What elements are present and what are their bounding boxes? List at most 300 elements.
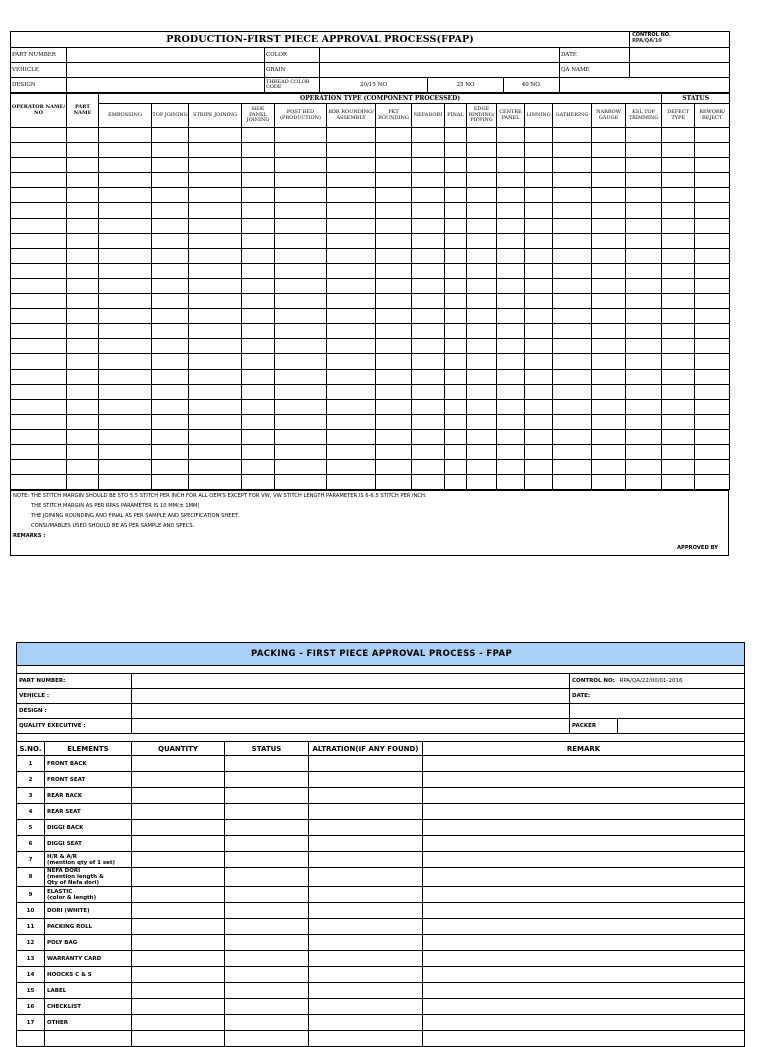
packing-status-cell[interactable] [225, 868, 309, 887]
packing-packer-field[interactable] [618, 719, 745, 734]
production-cell[interactable] [662, 188, 695, 203]
production-cell[interactable] [467, 339, 497, 354]
production-cell[interactable] [152, 203, 189, 218]
production-cell[interactable] [662, 173, 695, 188]
production-cell[interactable] [275, 414, 327, 429]
production-cell[interactable] [592, 203, 626, 218]
production-cell[interactable] [445, 399, 467, 414]
production-cell[interactable] [152, 188, 189, 203]
production-cell[interactable] [626, 475, 662, 490]
production-cell[interactable] [525, 188, 553, 203]
packing-alteration-cell[interactable] [309, 836, 423, 852]
production-cell[interactable] [242, 384, 275, 399]
production-cell[interactable] [152, 294, 189, 309]
production-cell[interactable] [99, 173, 152, 188]
production-cell[interactable] [467, 248, 497, 263]
packing-alteration-cell[interactable] [309, 999, 423, 1015]
production-cell[interactable] [592, 324, 626, 339]
grain-field[interactable] [320, 63, 560, 78]
production-cell[interactable] [99, 128, 152, 143]
production-cell[interactable] [553, 414, 592, 429]
production-cell[interactable] [626, 444, 662, 459]
production-cell[interactable] [99, 399, 152, 414]
production-cell[interactable] [497, 475, 525, 490]
production-cell[interactable] [497, 309, 525, 324]
production-cell[interactable] [99, 248, 152, 263]
production-cell[interactable] [11, 354, 67, 369]
packing-status-cell[interactable] [225, 999, 309, 1015]
production-cell[interactable] [275, 218, 327, 233]
production-cell[interactable] [525, 173, 553, 188]
production-cell[interactable] [327, 218, 376, 233]
production-cell[interactable] [497, 278, 525, 293]
production-cell[interactable] [497, 158, 525, 173]
production-cell[interactable] [662, 429, 695, 444]
production-cell[interactable] [695, 248, 730, 263]
date-field[interactable] [630, 48, 730, 63]
production-cell[interactable] [467, 173, 497, 188]
thread-option-1[interactable]: 20/15 NO [320, 78, 428, 93]
production-cell[interactable] [67, 369, 99, 384]
production-cell[interactable] [327, 233, 376, 248]
vehicle-field[interactable] [67, 63, 265, 78]
production-cell[interactable] [11, 324, 67, 339]
production-cell[interactable] [445, 173, 467, 188]
production-cell[interactable] [67, 248, 99, 263]
production-cell[interactable] [242, 158, 275, 173]
packing-alteration-cell[interactable] [309, 967, 423, 983]
production-cell[interactable] [695, 128, 730, 143]
packing-status-cell[interactable] [225, 852, 309, 868]
production-cell[interactable] [592, 414, 626, 429]
production-cell[interactable] [242, 248, 275, 263]
production-cell[interactable] [99, 294, 152, 309]
production-cell[interactable] [412, 143, 445, 158]
thread-option-2[interactable]: 25 NO [428, 78, 504, 93]
production-cell[interactable] [592, 278, 626, 293]
production-cell[interactable] [467, 218, 497, 233]
production-cell[interactable] [662, 158, 695, 173]
production-cell[interactable] [525, 399, 553, 414]
production-cell[interactable] [152, 339, 189, 354]
production-cell[interactable] [275, 263, 327, 278]
packing-status-cell[interactable] [225, 887, 309, 903]
packing-quantity-cell[interactable] [132, 852, 225, 868]
production-cell[interactable] [662, 248, 695, 263]
packing-part-number-field[interactable] [132, 674, 570, 689]
production-cell[interactable] [662, 278, 695, 293]
production-cell[interactable] [152, 354, 189, 369]
packing-alteration-cell[interactable] [309, 1015, 423, 1031]
packing-remark-cell[interactable] [423, 804, 745, 820]
production-cell[interactable] [11, 188, 67, 203]
production-cell[interactable] [662, 128, 695, 143]
production-cell[interactable] [626, 173, 662, 188]
production-cell[interactable] [327, 294, 376, 309]
production-cell[interactable] [695, 188, 730, 203]
production-cell[interactable] [152, 429, 189, 444]
production-cell[interactable] [497, 248, 525, 263]
production-cell[interactable] [327, 128, 376, 143]
packing-remark-cell[interactable] [423, 919, 745, 935]
production-cell[interactable] [275, 248, 327, 263]
production-cell[interactable] [412, 339, 445, 354]
production-cell[interactable] [525, 324, 553, 339]
production-cell[interactable] [445, 278, 467, 293]
production-cell[interactable] [242, 263, 275, 278]
production-cell[interactable] [592, 263, 626, 278]
production-cell[interactable] [626, 203, 662, 218]
packing-status-cell[interactable] [225, 967, 309, 983]
production-cell[interactable] [376, 128, 412, 143]
production-cell[interactable] [553, 248, 592, 263]
production-cell[interactable] [525, 444, 553, 459]
production-cell[interactable] [189, 218, 242, 233]
production-cell[interactable] [626, 218, 662, 233]
production-cell[interactable] [695, 143, 730, 158]
production-cell[interactable] [497, 263, 525, 278]
production-cell[interactable] [275, 309, 327, 324]
production-cell[interactable] [662, 399, 695, 414]
production-cell[interactable] [626, 339, 662, 354]
production-cell[interactable] [553, 143, 592, 158]
production-cell[interactable] [242, 354, 275, 369]
production-cell[interactable] [445, 309, 467, 324]
production-cell[interactable] [497, 294, 525, 309]
production-cell[interactable] [592, 444, 626, 459]
production-cell[interactable] [327, 399, 376, 414]
production-cell[interactable] [445, 128, 467, 143]
packing-remark-cell[interactable] [423, 967, 745, 983]
production-cell[interactable] [242, 278, 275, 293]
production-cell[interactable] [67, 444, 99, 459]
packing-remark-cell[interactable] [423, 999, 745, 1015]
production-cell[interactable] [67, 309, 99, 324]
production-cell[interactable] [242, 294, 275, 309]
production-cell[interactable] [99, 143, 152, 158]
production-cell[interactable] [99, 233, 152, 248]
production-cell[interactable] [189, 173, 242, 188]
production-cell[interactable] [275, 475, 327, 490]
production-cell[interactable] [662, 143, 695, 158]
production-cell[interactable] [327, 354, 376, 369]
production-cell[interactable] [67, 460, 99, 475]
production-cell[interactable] [327, 429, 376, 444]
production-cell[interactable] [412, 128, 445, 143]
production-cell[interactable] [662, 263, 695, 278]
production-cell[interactable] [327, 188, 376, 203]
production-cell[interactable] [626, 233, 662, 248]
packing-remark-cell[interactable] [423, 903, 745, 919]
production-cell[interactable] [376, 188, 412, 203]
production-cell[interactable] [152, 218, 189, 233]
production-cell[interactable] [695, 278, 730, 293]
production-cell[interactable] [11, 309, 67, 324]
production-cell[interactable] [67, 278, 99, 293]
production-cell[interactable] [99, 309, 152, 324]
production-cell[interactable] [445, 324, 467, 339]
production-cell[interactable] [11, 399, 67, 414]
production-cell[interactable] [553, 339, 592, 354]
production-cell[interactable] [67, 173, 99, 188]
production-cell[interactable] [412, 369, 445, 384]
production-cell[interactable] [445, 354, 467, 369]
production-cell[interactable] [189, 278, 242, 293]
production-cell[interactable] [412, 263, 445, 278]
production-cell[interactable] [553, 354, 592, 369]
production-cell[interactable] [11, 143, 67, 158]
production-cell[interactable] [376, 263, 412, 278]
production-cell[interactable] [242, 309, 275, 324]
production-cell[interactable] [189, 444, 242, 459]
production-cell[interactable] [445, 444, 467, 459]
production-cell[interactable] [412, 354, 445, 369]
production-cell[interactable] [695, 233, 730, 248]
production-cell[interactable] [525, 263, 553, 278]
production-cell[interactable] [497, 384, 525, 399]
packing-quantity-cell[interactable] [132, 935, 225, 951]
production-cell[interactable] [662, 294, 695, 309]
packing-status-cell[interactable] [225, 836, 309, 852]
packing-remark-cell[interactable] [423, 887, 745, 903]
production-cell[interactable] [189, 475, 242, 490]
production-cell[interactable] [189, 143, 242, 158]
production-cell[interactable] [467, 399, 497, 414]
packing-alteration-cell[interactable] [309, 756, 423, 772]
production-cell[interactable] [553, 475, 592, 490]
production-cell[interactable] [376, 173, 412, 188]
production-cell[interactable] [497, 203, 525, 218]
production-cell[interactable] [275, 339, 327, 354]
production-cell[interactable] [592, 475, 626, 490]
production-cell[interactable] [626, 158, 662, 173]
production-cell[interactable] [412, 248, 445, 263]
production-cell[interactable] [445, 384, 467, 399]
production-cell[interactable] [327, 173, 376, 188]
production-cell[interactable] [376, 158, 412, 173]
production-cell[interactable] [11, 248, 67, 263]
packing-quantity-cell[interactable] [132, 999, 225, 1015]
production-cell[interactable] [99, 324, 152, 339]
production-cell[interactable] [467, 128, 497, 143]
production-cell[interactable] [242, 218, 275, 233]
thread-option-3[interactable]: 40 NO. [504, 78, 560, 93]
production-cell[interactable] [626, 309, 662, 324]
production-cell[interactable] [11, 475, 67, 490]
production-cell[interactable] [189, 294, 242, 309]
production-cell[interactable] [67, 218, 99, 233]
production-cell[interactable] [626, 294, 662, 309]
production-cell[interactable] [376, 294, 412, 309]
packing-alteration-cell[interactable] [309, 951, 423, 967]
production-cell[interactable] [275, 399, 327, 414]
packing-cell[interactable] [132, 1031, 225, 1047]
production-cell[interactable] [445, 233, 467, 248]
production-cell[interactable] [592, 188, 626, 203]
production-cell[interactable] [553, 173, 592, 188]
production-cell[interactable] [626, 414, 662, 429]
production-cell[interactable] [445, 339, 467, 354]
production-cell[interactable] [189, 429, 242, 444]
production-cell[interactable] [467, 158, 497, 173]
production-cell[interactable] [376, 203, 412, 218]
production-cell[interactable] [327, 203, 376, 218]
production-cell[interactable] [412, 384, 445, 399]
design-field[interactable] [67, 78, 265, 93]
production-cell[interactable] [445, 143, 467, 158]
production-cell[interactable] [376, 414, 412, 429]
thread-extra-field[interactable] [560, 78, 730, 93]
production-cell[interactable] [152, 414, 189, 429]
packing-quantity-cell[interactable] [132, 951, 225, 967]
production-cell[interactable] [67, 188, 99, 203]
production-cell[interactable] [152, 278, 189, 293]
packing-alteration-cell[interactable] [309, 868, 423, 887]
production-cell[interactable] [412, 294, 445, 309]
production-cell[interactable] [412, 460, 445, 475]
production-cell[interactable] [189, 233, 242, 248]
production-cell[interactable] [695, 218, 730, 233]
packing-quantity-cell[interactable] [132, 967, 225, 983]
production-cell[interactable] [412, 324, 445, 339]
packing-quantity-cell[interactable] [132, 868, 225, 887]
production-cell[interactable] [189, 158, 242, 173]
production-cell[interactable] [467, 309, 497, 324]
production-cell[interactable] [189, 309, 242, 324]
production-cell[interactable] [242, 188, 275, 203]
production-cell[interactable] [662, 339, 695, 354]
production-cell[interactable] [592, 158, 626, 173]
packing-alteration-cell[interactable] [309, 887, 423, 903]
production-cell[interactable] [189, 354, 242, 369]
production-cell[interactable] [327, 475, 376, 490]
production-cell[interactable] [376, 309, 412, 324]
production-cell[interactable] [152, 263, 189, 278]
production-cell[interactable] [525, 203, 553, 218]
production-cell[interactable] [11, 460, 67, 475]
packing-remark-cell[interactable] [423, 1015, 745, 1031]
packing-remark-cell[interactable] [423, 820, 745, 836]
production-cell[interactable] [327, 384, 376, 399]
production-cell[interactable] [553, 128, 592, 143]
production-cell[interactable] [152, 399, 189, 414]
production-cell[interactable] [553, 369, 592, 384]
production-cell[interactable] [11, 278, 67, 293]
production-cell[interactable] [67, 263, 99, 278]
production-cell[interactable] [467, 263, 497, 278]
production-cell[interactable] [467, 203, 497, 218]
production-cell[interactable] [553, 309, 592, 324]
production-cell[interactable] [445, 218, 467, 233]
production-cell[interactable] [412, 414, 445, 429]
production-cell[interactable] [275, 188, 327, 203]
production-cell[interactable] [467, 233, 497, 248]
production-cell[interactable] [152, 143, 189, 158]
production-cell[interactable] [525, 143, 553, 158]
production-cell[interactable] [152, 173, 189, 188]
production-cell[interactable] [67, 203, 99, 218]
production-cell[interactable] [11, 384, 67, 399]
production-cell[interactable] [445, 429, 467, 444]
qa-name-field[interactable] [630, 63, 730, 78]
production-cell[interactable] [497, 173, 525, 188]
production-cell[interactable] [67, 128, 99, 143]
production-cell[interactable] [497, 233, 525, 248]
production-cell[interactable] [553, 203, 592, 218]
production-cell[interactable] [275, 324, 327, 339]
production-cell[interactable] [327, 460, 376, 475]
production-cell[interactable] [376, 369, 412, 384]
production-cell[interactable] [327, 248, 376, 263]
production-cell[interactable] [412, 399, 445, 414]
production-cell[interactable] [695, 158, 730, 173]
production-cell[interactable] [11, 444, 67, 459]
production-cell[interactable] [553, 324, 592, 339]
production-cell[interactable] [275, 294, 327, 309]
production-cell[interactable] [327, 414, 376, 429]
production-cell[interactable] [189, 324, 242, 339]
production-cell[interactable] [67, 354, 99, 369]
packing-alteration-cell[interactable] [309, 983, 423, 999]
production-cell[interactable] [152, 444, 189, 459]
production-cell[interactable] [497, 218, 525, 233]
production-cell[interactable] [275, 460, 327, 475]
production-cell[interactable] [99, 444, 152, 459]
production-cell[interactable] [626, 399, 662, 414]
production-cell[interactable] [626, 429, 662, 444]
production-cell[interactable] [467, 188, 497, 203]
packing-status-cell[interactable] [225, 820, 309, 836]
production-cell[interactable] [553, 218, 592, 233]
production-cell[interactable] [11, 173, 67, 188]
production-cell[interactable] [152, 324, 189, 339]
packing-remark-cell[interactable] [423, 852, 745, 868]
production-cell[interactable] [525, 248, 553, 263]
production-cell[interactable] [626, 369, 662, 384]
production-cell[interactable] [275, 354, 327, 369]
production-cell[interactable] [412, 429, 445, 444]
production-cell[interactable] [497, 444, 525, 459]
production-cell[interactable] [412, 203, 445, 218]
production-cell[interactable] [67, 294, 99, 309]
production-cell[interactable] [99, 460, 152, 475]
production-cell[interactable] [626, 188, 662, 203]
production-cell[interactable] [695, 324, 730, 339]
production-cell[interactable] [626, 460, 662, 475]
production-cell[interactable] [412, 444, 445, 459]
packing-remark-cell[interactable] [423, 772, 745, 788]
production-cell[interactable] [592, 218, 626, 233]
production-cell[interactable] [242, 233, 275, 248]
production-cell[interactable] [11, 218, 67, 233]
production-cell[interactable] [695, 339, 730, 354]
production-cell[interactable] [695, 173, 730, 188]
production-cell[interactable] [189, 248, 242, 263]
production-cell[interactable] [152, 309, 189, 324]
production-cell[interactable] [242, 339, 275, 354]
production-cell[interactable] [242, 143, 275, 158]
production-cell[interactable] [592, 309, 626, 324]
production-cell[interactable] [497, 429, 525, 444]
production-cell[interactable] [525, 218, 553, 233]
production-cell[interactable] [662, 475, 695, 490]
production-cell[interactable] [626, 384, 662, 399]
production-cell[interactable] [189, 414, 242, 429]
packing-remark-cell[interactable] [423, 788, 745, 804]
production-cell[interactable] [99, 263, 152, 278]
production-cell[interactable] [275, 143, 327, 158]
packing-status-cell[interactable] [225, 1015, 309, 1031]
